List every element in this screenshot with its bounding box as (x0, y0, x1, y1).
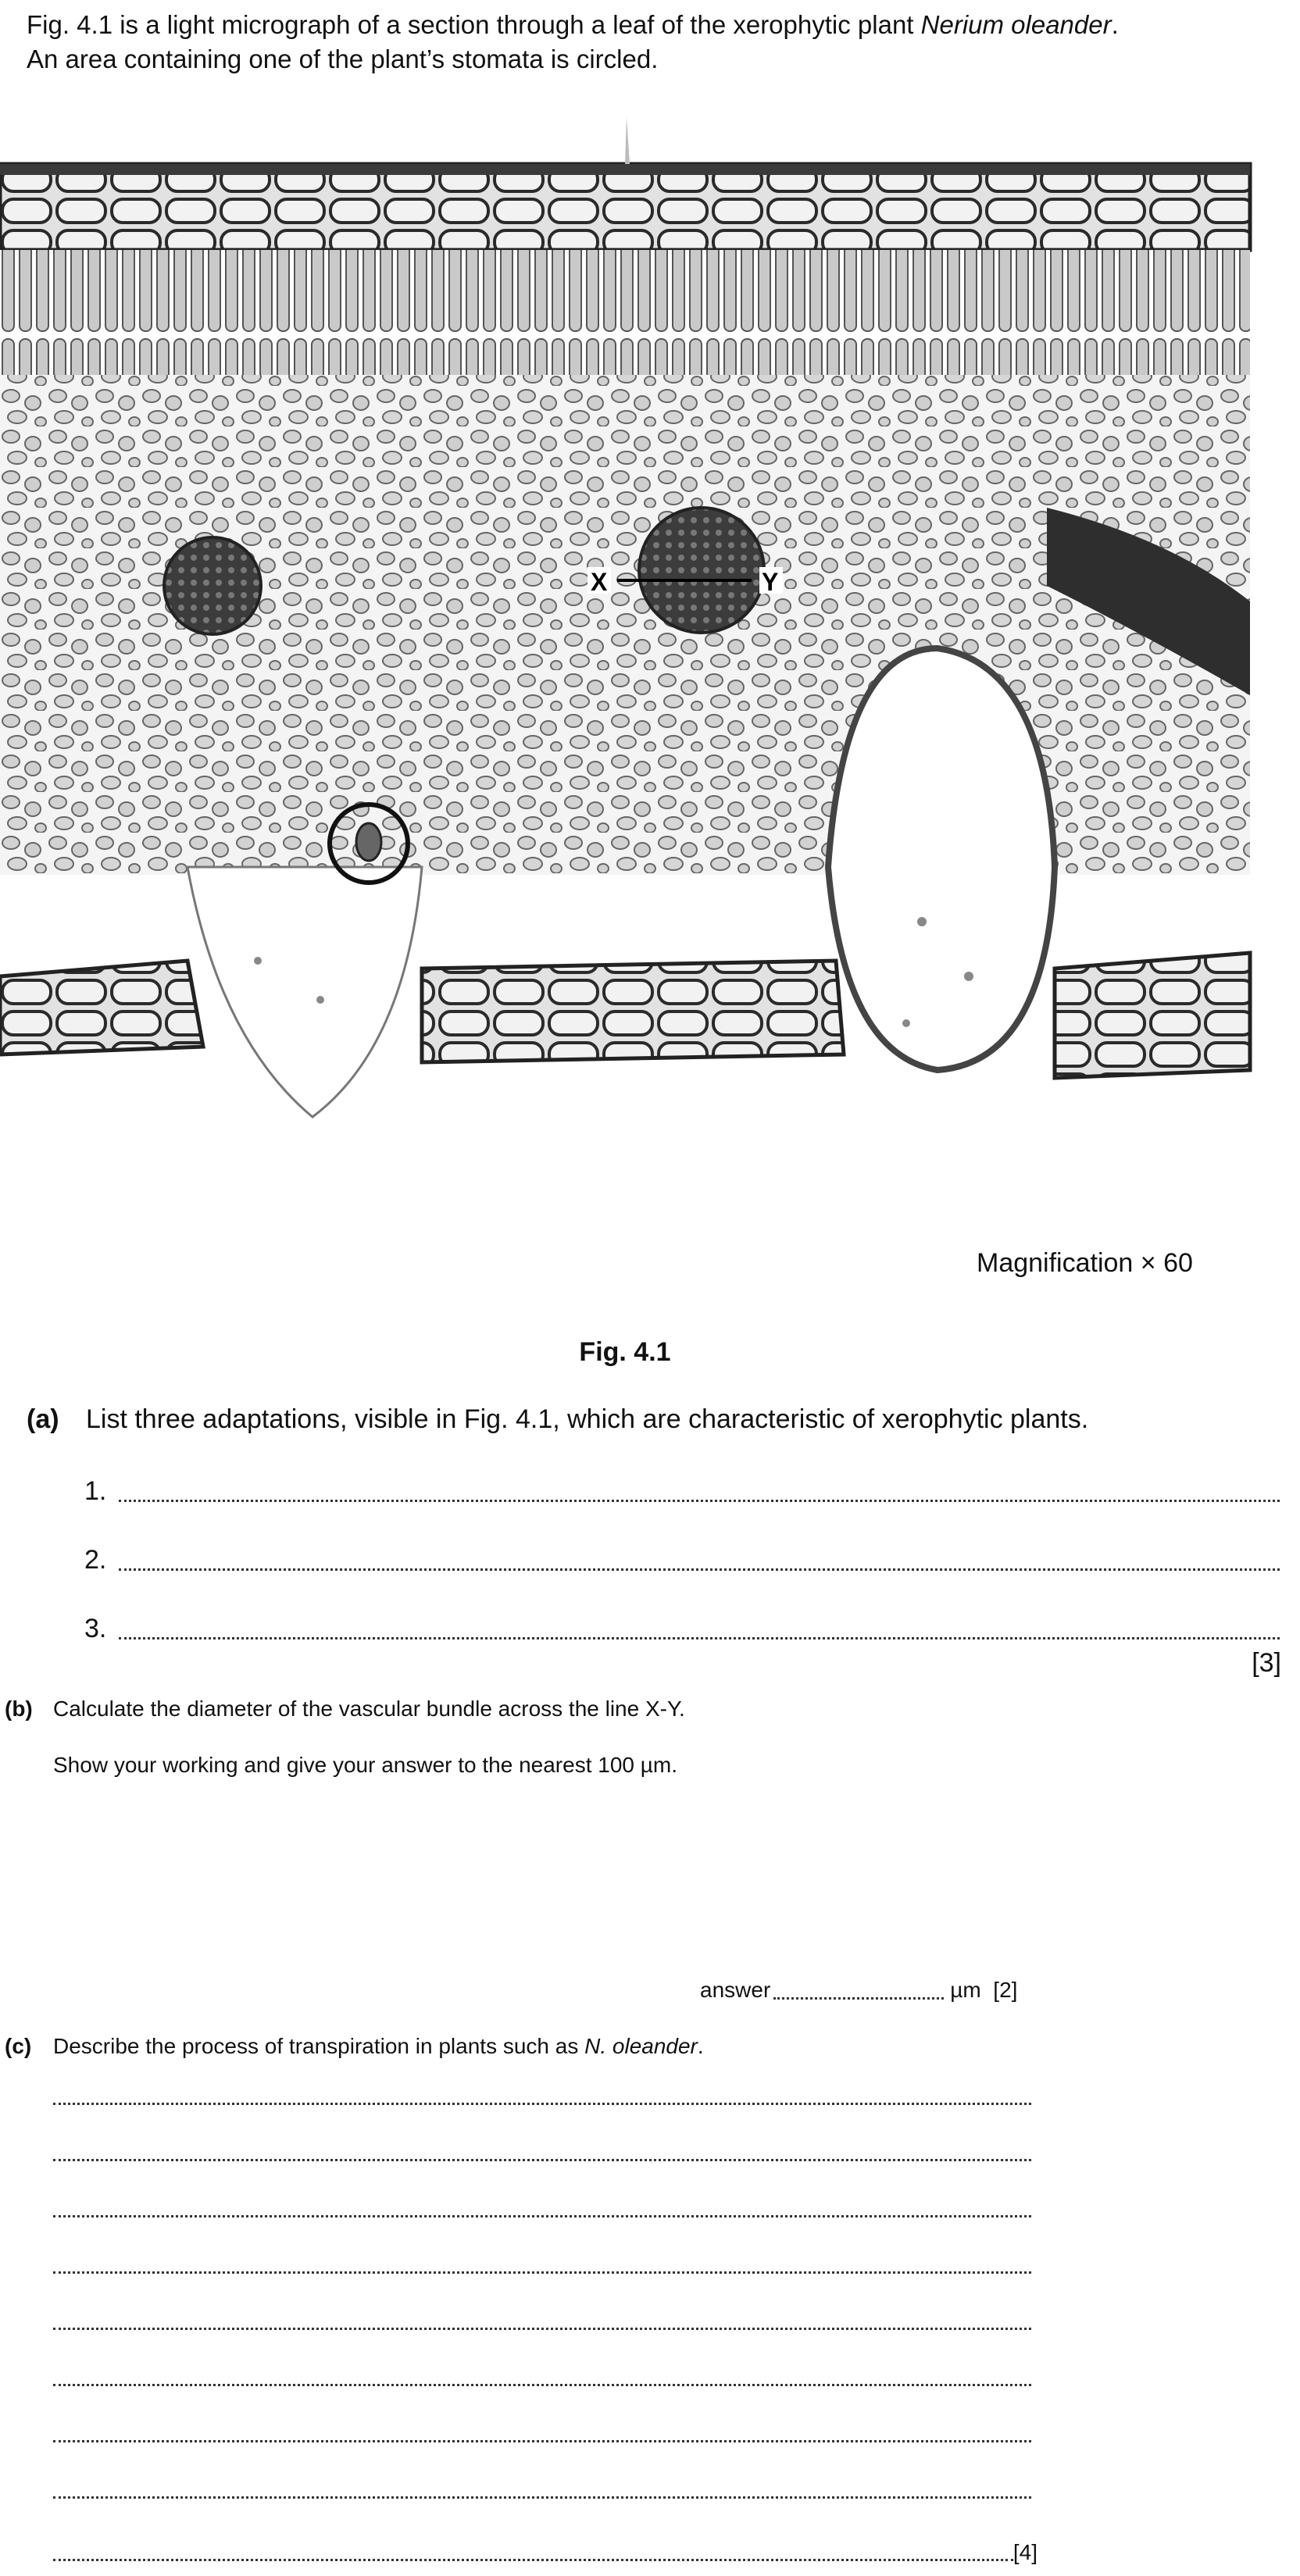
writing-line[interactable] (53, 2159, 1031, 2161)
dotted-line (53, 2543, 1013, 2561)
writing-line[interactable] (53, 2496, 1031, 2499)
species-abbrev: N. oleander (584, 2034, 698, 2058)
upper-epidermis (0, 164, 1250, 250)
item-number: 1. (84, 1476, 107, 1506)
magnification-label: Magnification × 60 (977, 1248, 1193, 1278)
writing-line[interactable] (53, 2215, 1031, 2217)
leaf-micrograph (0, 102, 1266, 1242)
stoma (356, 823, 381, 861)
lower-epidermis-right (1055, 953, 1250, 1078)
question-a-label: (a) (27, 1404, 59, 1434)
answer-line-1[interactable] (84, 1476, 1280, 1507)
answer-line-3[interactable] (84, 1614, 1280, 1644)
writing-line[interactable] (53, 2103, 1031, 2105)
question-c-marks: [4] (1012, 2540, 1038, 2564)
lower-epidermis-left (0, 961, 203, 1054)
writing-line[interactable] (53, 2328, 1031, 2330)
micrograph-image (0, 102, 1266, 1242)
vascular-bundle-center (639, 508, 764, 633)
answer-unit: µm (950, 1978, 981, 2002)
dotted-line (119, 1617, 1280, 1639)
question-a-text: List three adaptations, visible in Fig. 4.1, which are characteristic of xerophytic plants. (86, 1404, 1089, 1434)
writing-line[interactable] (53, 2271, 1031, 2274)
vascular-bundle-left (164, 537, 261, 634)
label-x: X (591, 568, 608, 596)
question-a-marks: [3] (1252, 1648, 1281, 1678)
dotted-line (119, 1479, 1280, 1502)
item-number: 2. (84, 1545, 107, 1575)
question-c-label: (c) (5, 2034, 32, 2058)
question-b-label: (b) (5, 1697, 33, 1721)
stomatal-crypt-right (828, 648, 1055, 1070)
stomatal-crypt-left (188, 867, 422, 1117)
question-b-marks: [2] (993, 1978, 1018, 2002)
question-c-text: Describe the process of transpiration in plants such as N. oleander. (53, 2034, 704, 2058)
writing-line-last[interactable] (53, 2540, 1038, 2565)
writing-line[interactable] (53, 2384, 1031, 2386)
intro-line-1: Fig. 4.1 is a light micrograph of a section through a leaf of the xerophytic plant Nerium oleander. (27, 10, 1119, 39)
species-name: Nerium oleander (920, 10, 1112, 39)
writing-line[interactable] (53, 2440, 1031, 2442)
question-a (27, 1404, 1088, 1435)
lower-epidermis-center (422, 961, 844, 1062)
answer-line-2[interactable] (84, 1545, 1280, 1575)
answer-label: answer (700, 1978, 771, 2002)
question-b-text: Calculate the diameter of the vascular bundle across the line X-Y. (53, 1697, 685, 1721)
answer-field[interactable] (700, 1978, 1017, 2003)
intro-text (27, 8, 1277, 77)
figure-caption: Fig. 4.1 (579, 1337, 671, 1367)
cuticle (0, 164, 1250, 175)
trichome (625, 117, 630, 164)
question-b-instruction: Show your working and give your answer to the nearest 100 µm. (53, 1753, 677, 1777)
dotted-line (119, 1548, 1280, 1571)
item-number: 3. (84, 1614, 107, 1643)
label-y: Y (762, 568, 779, 596)
intro-line-2: An area containing one of the plant’s stomata is circled. (27, 45, 659, 73)
palisade-layer (0, 250, 1250, 375)
answer-dotted-line (773, 1980, 944, 2000)
